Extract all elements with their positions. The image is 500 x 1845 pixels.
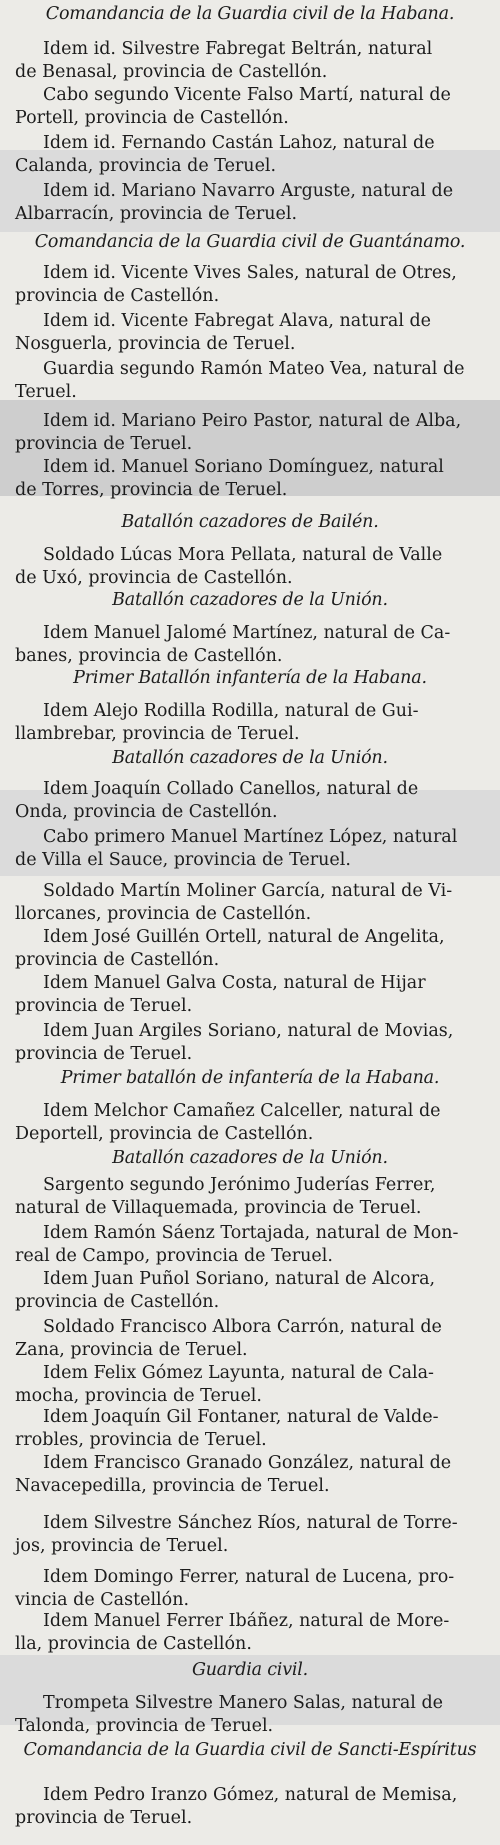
entry-line: Deportell, provincia de Castellón. (15, 1124, 314, 1144)
entry-line: Guardia segundo Ramón Mateo Vea, natural de (43, 359, 465, 379)
roster-entry (0, 38, 500, 84)
roster-entry (0, 1174, 500, 1220)
entry-line: Idem Silvestre Sánchez Ríos, natural de Torre- (43, 1513, 458, 1533)
roster-entry (0, 1362, 500, 1408)
entry-line: Idem Francisco Granado González, natural de (43, 1453, 452, 1473)
section-heading: Primer batallón de infantería de la Habana. (60, 1068, 440, 1088)
entry-line: Navacepedilla, provincia de Teruel. (15, 1476, 330, 1496)
entry-line: Idem id. Vicente Fabregat Alava, natural de (43, 311, 432, 331)
roster-entry (0, 1610, 500, 1656)
roster-entry (0, 1406, 500, 1452)
entry-line: Idem Domingo Ferrer, natural de Lucena, pro- (43, 1567, 455, 1587)
entry-line: banes, provincia de Castellón. (15, 646, 283, 666)
entry-line: llorcanes, provincia de Castellón. (15, 904, 312, 924)
entry-line: rrobles, provincia de Teruel. (15, 1430, 267, 1450)
entry-line: Nosguerla, provincia de Teruel. (15, 334, 296, 354)
entry-line: Onda, provincia de Castellón. (15, 802, 278, 822)
entry-line: lla, provincia de Castellón. (15, 1634, 252, 1654)
roster-entry (0, 358, 500, 404)
entry-line: natural de Villaquemada, provincia de Teruel. (15, 1198, 422, 1218)
roster-entry (0, 456, 500, 502)
entry-line: Idem Joaquín Gil Fontaner, natural de Valde- (43, 1407, 439, 1427)
entry-line: Idem id. Vicente Vives Sales, natural de Otres, (43, 263, 457, 283)
roster-entry (0, 410, 500, 456)
entry-line: Idem Juan Puñol Soriano, natural de Alcora, (43, 1269, 436, 1289)
entry-line: de Benasal, provincia de Castellón. (15, 62, 328, 82)
entry-line: Albarracín, provincia de Teruel. (15, 204, 298, 224)
section-heading: Comandancia de la Guardia civil de la Habana. (45, 4, 455, 24)
entry-line: provincia de Castellón. (15, 950, 220, 970)
section-heading: Guardia civil. (191, 1660, 309, 1680)
roster-entry (0, 262, 500, 308)
entry-line: de Torres, provincia de Teruel. (15, 480, 288, 500)
entry-line: Cabo segundo Vicente Falso Martí, natural de (43, 85, 451, 105)
section-heading: Batallón cazadores de la Unión. (112, 590, 388, 610)
entry-line: Soldado Lúcas Mora Pellata, natural de Valle (43, 545, 443, 565)
roster-entry (0, 1512, 500, 1558)
section-heading: Batallón cazadores de la Unión. (112, 1148, 388, 1168)
entry-line: Talonda, provincia de Teruel. (15, 1716, 274, 1736)
entry-line: mocha, provincia de Teruel. (15, 1386, 262, 1406)
entry-line: Trompeta Silvestre Manero Salas, natural de (43, 1693, 444, 1713)
entry-line: Cabo primero Manuel Martínez López, natural (43, 827, 458, 847)
roster-entry (0, 1316, 500, 1362)
roster-entry (0, 826, 500, 872)
entry-line: Idem Melchor Camañez Calceller, natural de (43, 1101, 441, 1121)
entry-line: Idem id. Mariano Peiro Pastor, natural de Alba, (43, 411, 462, 431)
roster-entry (0, 84, 500, 130)
roster-entry (0, 972, 500, 1018)
entry-line: jos, provincia de Teruel. (15, 1536, 229, 1556)
entry-line: Idem Alejo Rodilla Rodilla, natural de Gui- (43, 701, 419, 721)
roster-entry (0, 1784, 500, 1830)
entry-line: Idem Manuel Ferrer Ibáñez, natural de More- (43, 1611, 450, 1631)
entry-line: Idem Pedro Iranzo Gómez, natural de Memisa, (43, 1785, 458, 1805)
entry-line: Soldado Francisco Albora Carrón, natural de (43, 1317, 442, 1337)
roster-entry (0, 1100, 500, 1146)
roster-entry (0, 544, 500, 590)
entry-line: Idem Ramón Sáenz Tortajada, natural de Mon- (43, 1223, 459, 1243)
roster-entry (0, 880, 500, 926)
entry-line: Idem id. Silvestre Fabregat Beltrán, natural (43, 39, 433, 59)
section-heading: Batallón cazadores de la Unión. (112, 748, 388, 768)
entry-line: Idem Joaquín Collado Canellos, natural de (43, 779, 419, 799)
roster-entry (0, 180, 500, 226)
entry-line: Idem id. Manuel Soriano Domínguez, natural (43, 457, 444, 477)
roster-entry (0, 1268, 500, 1314)
entry-line: Idem id. Fernando Castán Lahoz, natural de (43, 133, 435, 153)
entry-line: provincia de Teruel. (15, 1808, 193, 1828)
entry-line: Teruel. (15, 382, 77, 402)
entry-line: real de Campo, provincia de Teruel. (15, 1246, 333, 1266)
roster-entry (0, 1222, 500, 1268)
entry-line: Idem Manuel Jalomé Martínez, natural de Ca- (43, 623, 451, 643)
entry-line: llambrebar, provincia de Teruel. (15, 724, 300, 744)
entry-line: Zana, provincia de Teruel. (15, 1340, 248, 1360)
entry-line: Soldado Martín Moliner García, natural de Vi- (43, 881, 453, 901)
entry-line: provincia de Teruel. (15, 996, 193, 1016)
section-heading: Batallón cazadores de Bailén. (121, 512, 379, 532)
entry-line: vincia de Castellón. (15, 1590, 190, 1610)
entry-line: Idem Manuel Galva Costa, natural de Hijar (43, 973, 426, 993)
entry-line: Calanda, provincia de Teruel. (15, 156, 277, 176)
entry-line: provincia de Teruel. (15, 1044, 193, 1064)
roster-entry (0, 1452, 500, 1498)
roster-entry (0, 1692, 500, 1738)
roster-entry (0, 700, 500, 746)
entry-line: de Uxó, provincia de Castellón. (15, 568, 293, 588)
entry-line: Idem José Guillén Ortell, natural de Angelita, (43, 927, 445, 947)
entry-line: Sargento segundo Jerónimo Juderías Ferrer, (43, 1175, 436, 1195)
entry-line: Idem Felix Gómez Layunta, natural de Cala- (43, 1363, 434, 1383)
roster-entry (0, 1020, 500, 1066)
entry-line: Idem id. Mariano Navarro Arguste, natural de (43, 181, 454, 201)
section-heading: Comandancia de la Guardia civil de Sancti-Espíritus (23, 1740, 477, 1760)
entry-line: provincia de Castellón. (15, 1292, 220, 1312)
roster-entry (0, 132, 500, 178)
entry-line: provincia de Teruel. (15, 434, 193, 454)
section-heading: Primer Batallón infantería de la Habana. (73, 668, 427, 688)
roster-entry (0, 778, 500, 824)
roster-entry (0, 622, 500, 668)
entry-line: Idem Juan Argiles Soriano, natural de Movias, (43, 1021, 454, 1041)
section-heading: Comandancia de la Guardia civil de Guantánamo. (34, 232, 466, 252)
roster-entry (0, 926, 500, 972)
entry-line: de Villa el Sauce, provincia de Teruel. (15, 850, 351, 870)
entry-line: Portell, provincia de Castellón. (15, 108, 289, 128)
roster-entry (0, 310, 500, 356)
entry-line: provincia de Castellón. (15, 286, 220, 306)
roster-entry (0, 1566, 500, 1612)
